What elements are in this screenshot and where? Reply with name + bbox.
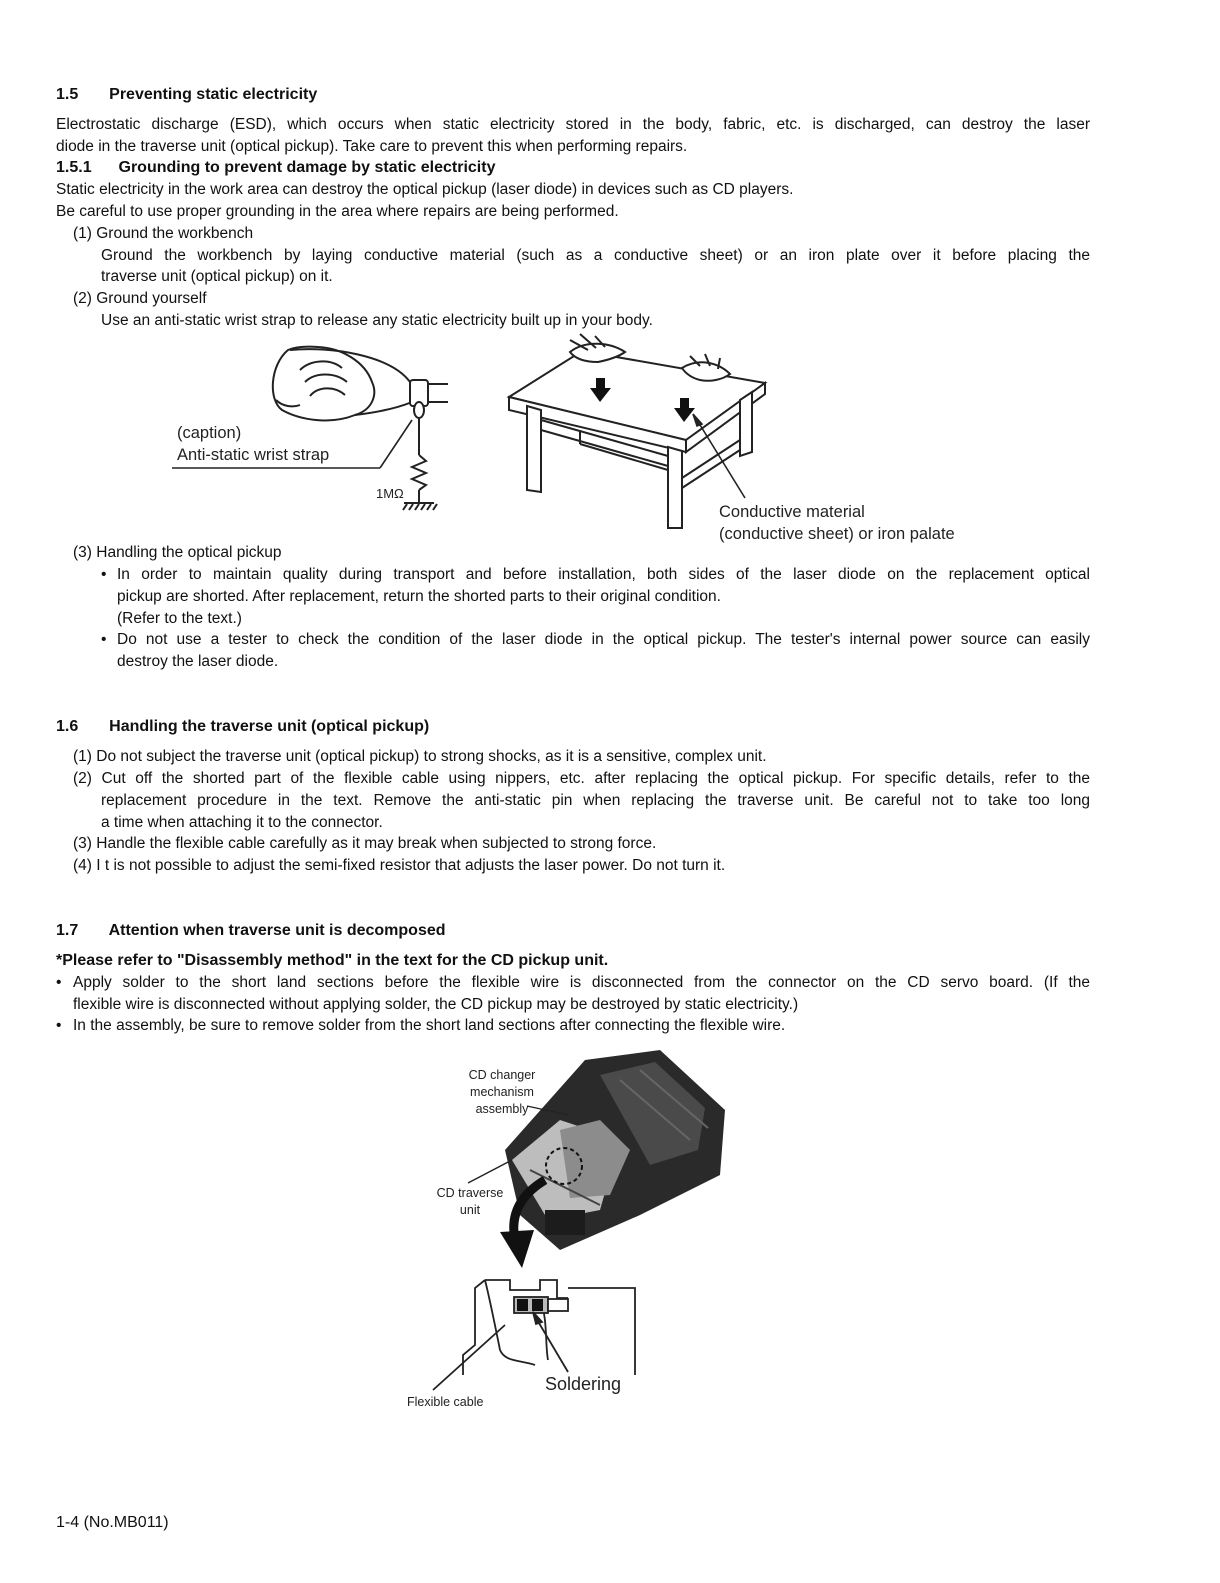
section-title: Preventing static electricity — [109, 86, 318, 103]
bullet-icon: • — [56, 1017, 62, 1034]
list-item-heading: (1) Ground the workbench — [73, 225, 254, 242]
section-number: 1.5 — [56, 86, 79, 103]
section-number: 1.5.1 — [56, 159, 92, 176]
wrist-strap-label: Anti-static wrist strap — [177, 446, 330, 464]
section-number: 1.7 — [56, 922, 79, 939]
list-item-text: (4) I t is not possible to adjust the semi-fixed resistor that adjusts the laser power. Do not turn it. — [73, 857, 726, 874]
bullet-text: destroy the laser diode. — [117, 653, 279, 670]
conductive-material-label: (conductive sheet) or iron palate — [719, 525, 955, 543]
resistor-label: 1MΩ — [376, 486, 404, 501]
flexible-cable-label: Flexible cable — [407, 1395, 484, 1409]
list-item-text: a time when attaching it to the connector. — [101, 814, 383, 831]
bullet-text: flexible wire is disconnected without applying solder, the CD pickup may be destroyed by static electricity.) — [73, 996, 799, 1013]
bullet-icon: • — [101, 631, 107, 648]
paragraph-line: Static electricity in the work area can destroy the optical pickup (laser diode) in devices such as CD players. — [56, 181, 794, 198]
paragraph-line: Be careful to use proper grounding in the area where repairs are being performed. — [56, 203, 619, 220]
bullet-text: Apply solder to the short land sections before the flexible wire is disconnected from the connector on the CD servo board. (If the — [73, 974, 1090, 991]
section-title: Attention when traverse unit is decomposed — [108, 922, 446, 939]
list-item-text: replacement procedure in the text. Remove the anti-static pin when replacing the traverse unit. Be careful not to take too long — [101, 792, 1090, 809]
reference-note: *Please refer to "Disassembly method" in the text for the CD pickup unit. — [56, 952, 609, 969]
section-title: Grounding to prevent damage by static electricity — [118, 159, 496, 176]
caption-label: (caption) — [177, 424, 242, 442]
list-item-text: traverse unit (optical pickup) on it. — [101, 268, 333, 285]
cd-traverse-label: CD traverse unit — [436, 1186, 504, 1217]
cd-changer-label: CD changer mechanism assembly — [468, 1068, 536, 1116]
bullet-icon: • — [56, 974, 62, 991]
list-item-heading: (3) Handling the optical pickup — [73, 544, 282, 561]
conductive-material-label: Conductive material — [719, 503, 865, 521]
list-item-text: (3) Handle the flexible cable carefully as it may break when subjected to strong force. — [73, 835, 657, 852]
section-number: 1.6 — [56, 718, 79, 735]
soldering-label: Soldering — [545, 1374, 622, 1394]
bullet-text: In order to maintain quality during transport and before installation, both sides of the laser diode on the replacement optical — [117, 566, 1090, 583]
list-item-text: (1) Do not subject the traverse unit (optical pickup) to strong shocks, as it is a sensitive, complex unit. — [73, 748, 767, 765]
section-title: Handling the traverse unit (optical pickup) — [109, 718, 430, 735]
bullet-text: (Refer to the text.) — [117, 610, 242, 627]
bullet-text: In the assembly, be sure to remove solder from the short land sections after connecting the flexible wire. — [73, 1017, 786, 1034]
bullet-text: pickup are shorted. After replacement, return the shorted parts to their original condition. — [117, 588, 721, 605]
list-item-text: Ground the workbench by laying conductive material (such as a conductive sheet) or an iron plate over it before placing the — [101, 247, 1090, 264]
bullet-text: Do not use a tester to check the condition of the laser diode in the optical pickup. The tester's internal power source can easily — [117, 631, 1090, 648]
paragraph-line: Electrostatic discharge (ESD), which occurs when static electricity stored in the body, fabric, etc. is discharged, can destroy the laser — [56, 116, 1090, 133]
bullet-icon: • — [101, 566, 107, 583]
page-footer: 1-4 (No.MB011) — [56, 1514, 169, 1531]
paragraph-line: diode in the traverse unit (optical pickup). Take care to prevent this when performing repairs. — [56, 138, 688, 155]
list-item-text: Use an anti-static wrist strap to release any static electricity built up in your body. — [101, 312, 653, 329]
list-item-heading: (2) Ground yourself — [73, 290, 207, 307]
list-item-text: (2) Cut off the shorted part of the flexible cable using nippers, etc. after replacing the optical pickup. For specific details, refer to the — [73, 770, 1090, 787]
